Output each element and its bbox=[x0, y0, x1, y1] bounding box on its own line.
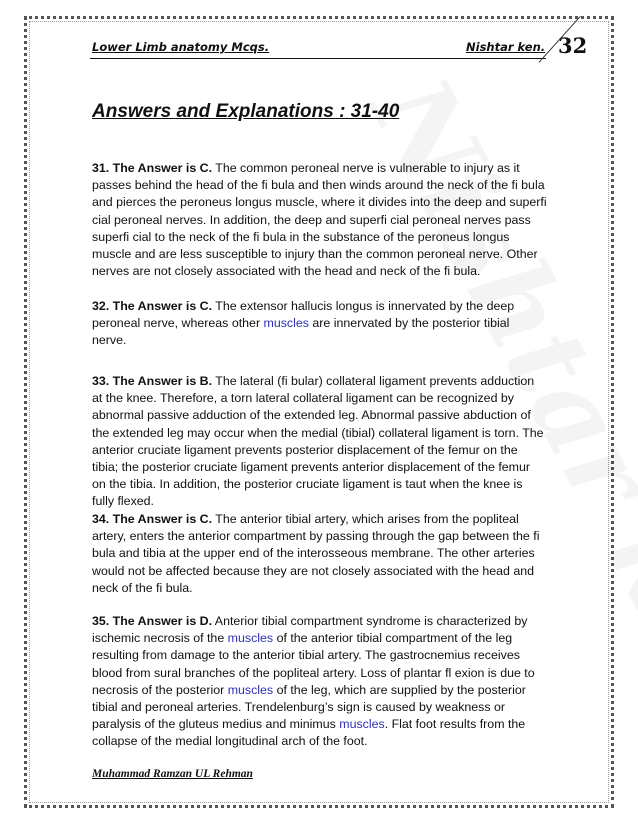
answer-label: 32. The Answer is C. bbox=[92, 299, 213, 313]
header-author: Nishtar ken. bbox=[466, 40, 546, 54]
answer-34 bbox=[92, 511, 547, 597]
highlighted-term: muscles bbox=[227, 682, 274, 697]
highlighted-term: muscles bbox=[227, 631, 274, 646]
answer-text: The anterior tibial artery, which arises from the popliteal artery, enters the anterior compartment by passing through the gap between the fi bula and tibia at the upper end of the interosseous membrane. The other arteries would not be affected because they are not closely associated with the head and neck of the fi bula. bbox=[92, 512, 540, 595]
answer-label: 34. The Answer is C. bbox=[92, 512, 213, 526]
footer-author: Muhammad Ramzan UL Rehman bbox=[92, 768, 253, 780]
answer-text: The extensor hallucis longus is innervated by the deep peroneal nerve, whereas other bbox=[92, 299, 515, 331]
answer-32 bbox=[92, 298, 547, 350]
answer-text: of the leg, which are supplied by the posterior tibial and peroneal arteries. Trendelenburg’s sign is caused by weakness or paralysis of the gluteus medius and minimus bbox=[92, 682, 526, 732]
section-title: Answers and Explanations : 31-40 bbox=[92, 101, 400, 122]
answer-35 bbox=[92, 613, 547, 751]
answer-text: . Flat foot results from the collapse of the medial longitudinal arch of the foot. bbox=[92, 717, 526, 749]
answer-text: Anterior tibial compartment syndrome is characterized by ischemic necrosis of the bbox=[92, 614, 528, 646]
answer-label: 33. The Answer is B. bbox=[92, 374, 213, 388]
answer-text: are innervated by the posterior tibial nerve. bbox=[92, 316, 510, 348]
answer-text: The lateral (fi bular) collateral ligament prevents adduction at the knee. Therefore, a torn lateral collateral ligament can be recognized by abnormal passive adduction of the extended leg. Abnormal passive abduction of the extended leg may occur when the medial (tibial) collateral ligament is torn. The anterior cruciate ligament prevents posterior displacement of the femur on the tibia; the posterior cruciate ligament prevents anterior displacement of the femur on the tibia. In addition, the posterior cruciate ligament is taut when the knee is fully flexed. bbox=[92, 374, 544, 509]
answer-label: 35. The Answer is D. bbox=[92, 614, 213, 628]
page-number: 32 bbox=[558, 33, 588, 58]
answer-text: The common peroneal nerve is vulnerable to injury as it passes behind the head of the fi bula and then winds around the neck of the fi bula and pierces the peroneus longus muscle, where it divides into the deep and superfi cial peroneal nerves. In addition, the deep and superfi cial peroneal nerves pass superfi cial to the neck of the fi bula in the substance of the peroneus longus muscle and are less susceptible to injury than the common peroneal nerve. Other nerves are not closely associated with the head and neck of the fi bula. bbox=[92, 161, 547, 279]
header-title: Lower Limb anatomy Mcqs. bbox=[92, 40, 270, 54]
answer-text: of the anterior tibial compartment of the leg resulting from damage to the anterior tibial artery. The gastrocnemius receives blood from sural branches of the popliteal artery. Loss of plantar fl exion is due to necrosis of the posterior bbox=[92, 631, 535, 697]
highlighted-term: muscles bbox=[263, 316, 309, 331]
answer-33 bbox=[92, 373, 547, 511]
highlighted-term: muscles bbox=[339, 717, 385, 732]
header-rule bbox=[90, 58, 546, 59]
answer-label: 31. The Answer is C. bbox=[92, 161, 213, 175]
answer-31 bbox=[92, 160, 547, 280]
